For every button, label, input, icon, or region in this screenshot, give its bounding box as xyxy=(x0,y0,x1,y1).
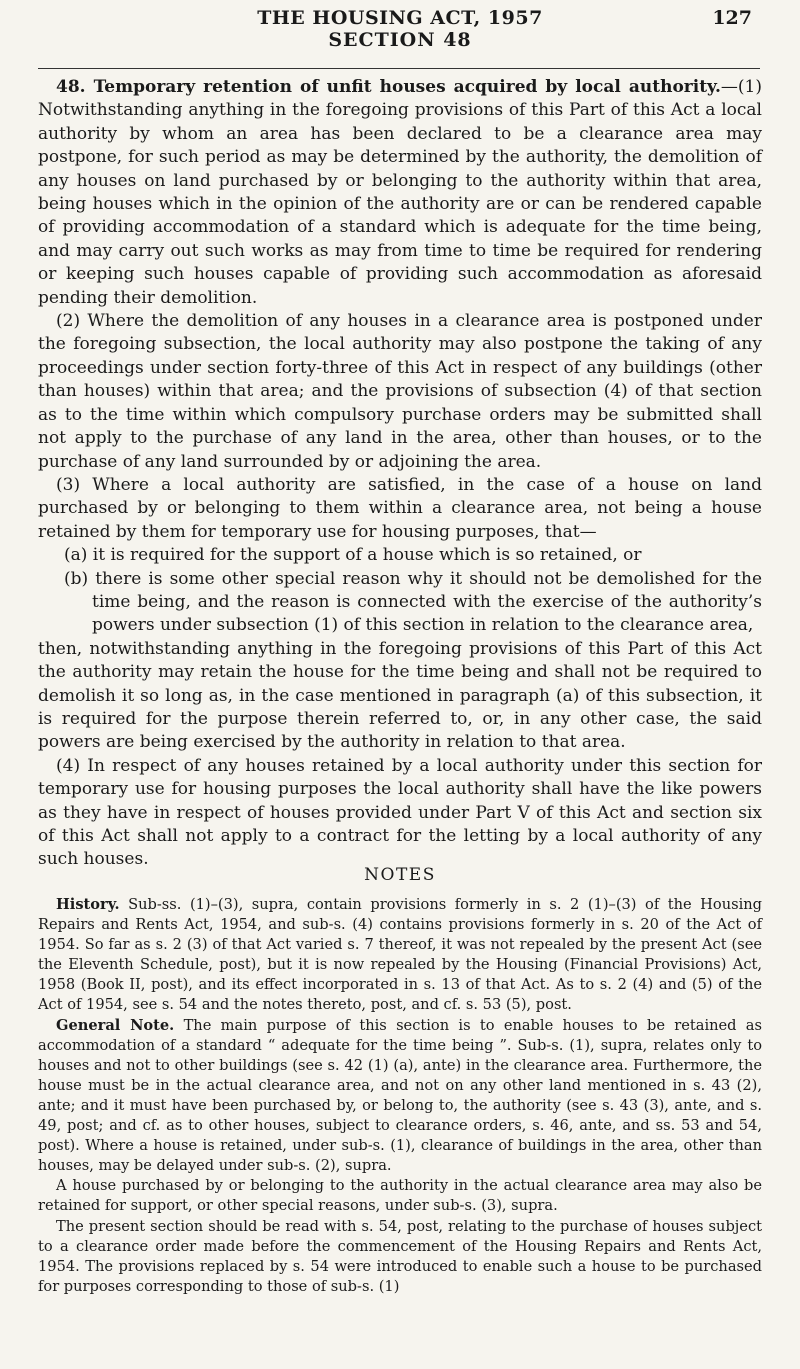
section-body xyxy=(38,76,762,872)
notes-body xyxy=(38,895,762,1297)
clause-b: (b) there is some other special reason why it should not be demolished for the time being, and the reason is connected with the exercise of the authority’s powers under subsection (1) of this section in relation to the clearance area, xyxy=(64,568,762,636)
page-header xyxy=(0,6,800,64)
subsection-2: (2) Where the demolition of any houses in a clearance area is postponed under the foregoing subsection, the local authority may also postpone the taking of any proceedings under section forty-three of this Act in respect of any buildings (other than houses) within that area; and the provisions of subsection (4) of that section as to the time within which compulsory purchase orders may be submitted shall not apply to the purchase of any land in the area, other than houses, or to the purchase of any land surrounded by or adjoining the area. xyxy=(38,311,762,472)
section-title: 48. Temporary retention of unfit houses acquired by local authority. xyxy=(56,77,721,97)
section-label: SECTION 48 xyxy=(328,29,472,51)
notes-paragraph-4: The present section should be read with s. 54, post, relating to the purchase of houses subject to a clearance order made before the commencement of the Housing Repairs and Rents Act, 1954. The provisions replaced by s. 54 were introduced to enable such a house to be purchased for purposes corresponding to those of sub-s. (1) xyxy=(38,1217,762,1295)
general-text: The main purpose of this section is to enable houses to be retained as accommodation of a standard “ adequate for the time being ”. Sub-s. (1), supra, relates only to houses and not to other buildings (see s. 42 (1) (a), ante) in the clearance area. Furthermore, the house must be in the actual clearance area, and not on any other land mentioned in s. 43 (2), ante; and it must have been purchased by, or belong to, the authority (see s. 43 (3), ante, and s. 49, post; and cf. as to other houses, subject to clearance orders, s. 46, ante, and ss. 53 and 54, post). Where a house is retained, under sub-s. (1), clearance of buildings in the area, other than houses, may be delayed under sub-s. (2), supra. xyxy=(38,1016,762,1175)
notes-paragraph-3: A house purchased by or belonging to the authority in the actual clearance area may also be retained for support, or other special reasons, under sub-s. (3), supra. xyxy=(38,1177,762,1215)
clause-a: (a) it is required for the support of a house which is so retained, or xyxy=(64,545,642,566)
subsection-4: (4) In respect of any houses retained by a local authority under this section for temporary use for housing purposes the local authority shall have the like powers as they have in respect of houses provided under Part V of this Act and section six of this Act shall not apply to a contract for the letting by a local authority of any such houses. xyxy=(38,755,762,870)
notes-general xyxy=(38,1016,762,1177)
page-number: 127 xyxy=(712,7,752,29)
subsection-1-text: —(1) Notwithstanding anything in the foregoing provisions of this Part of this Act a local authority by whom an area has been declared to be a clearance area may postpone, for such period as may be determined by the authority, the demolition of any houses on land purchased by or belonging to the authority within that area, being houses which in the opinion of the authority are or can be rendered capable of providing accommodation of a standard which is adequate for the time being, and may carry out such works as may from time to time be required for rendering or keeping such houses capable of providing such accommodation as aforesaid pending their demolition. xyxy=(38,77,762,308)
history-lead: History. xyxy=(56,896,120,913)
header-rule xyxy=(38,68,760,69)
subsection-1 xyxy=(38,76,762,310)
notes-history xyxy=(38,895,762,1016)
notes-heading: NOTES xyxy=(364,865,436,885)
running-head: THE HOUSING ACT, 1957 xyxy=(257,7,543,29)
history-text: Sub-ss. (1)–(3), supra, contain provisions formerly in s. 2 (1)–(3) of the Housing Repairs and Rents Act, 1954, and sub-s. (4) contains provisions formerly in s. 20 of the Act of 1954. So far as s. 2 (3) of that Act varied s. 7 thereof, it was not repealed by the present Act (see the Eleventh Schedule, post), but it is now repealed by the Housing (Financial Provisions) Act, 1958 (Book II, post), and its effect incorporated in s. 13 of that Act. As to s. 2 (4) and (5) of the Act of 1954, see s. 54 and the notes thereto, post, and cf. s. 53 (5), post. xyxy=(38,896,762,1014)
subsection-3: (3) Where a local authority are satisfied, in the case of a house on land purchased by or belonging to them within a clearance area, not being a house retained by them for temporary use for housing purposes, that— xyxy=(38,474,762,542)
subsection-3-continuation: then, notwithstanding anything in the foregoing provisions of this Part of this Act the authority may retain the house for the time being and shall not be required to demolish it so long as, in the case mentioned in paragraph (a) of this subsection, it is required for the purpose therein referred to, or, in any other case, the said powers are being exercised by the authority in relation to that area. xyxy=(38,638,762,753)
general-lead: General Note. xyxy=(56,1016,175,1034)
